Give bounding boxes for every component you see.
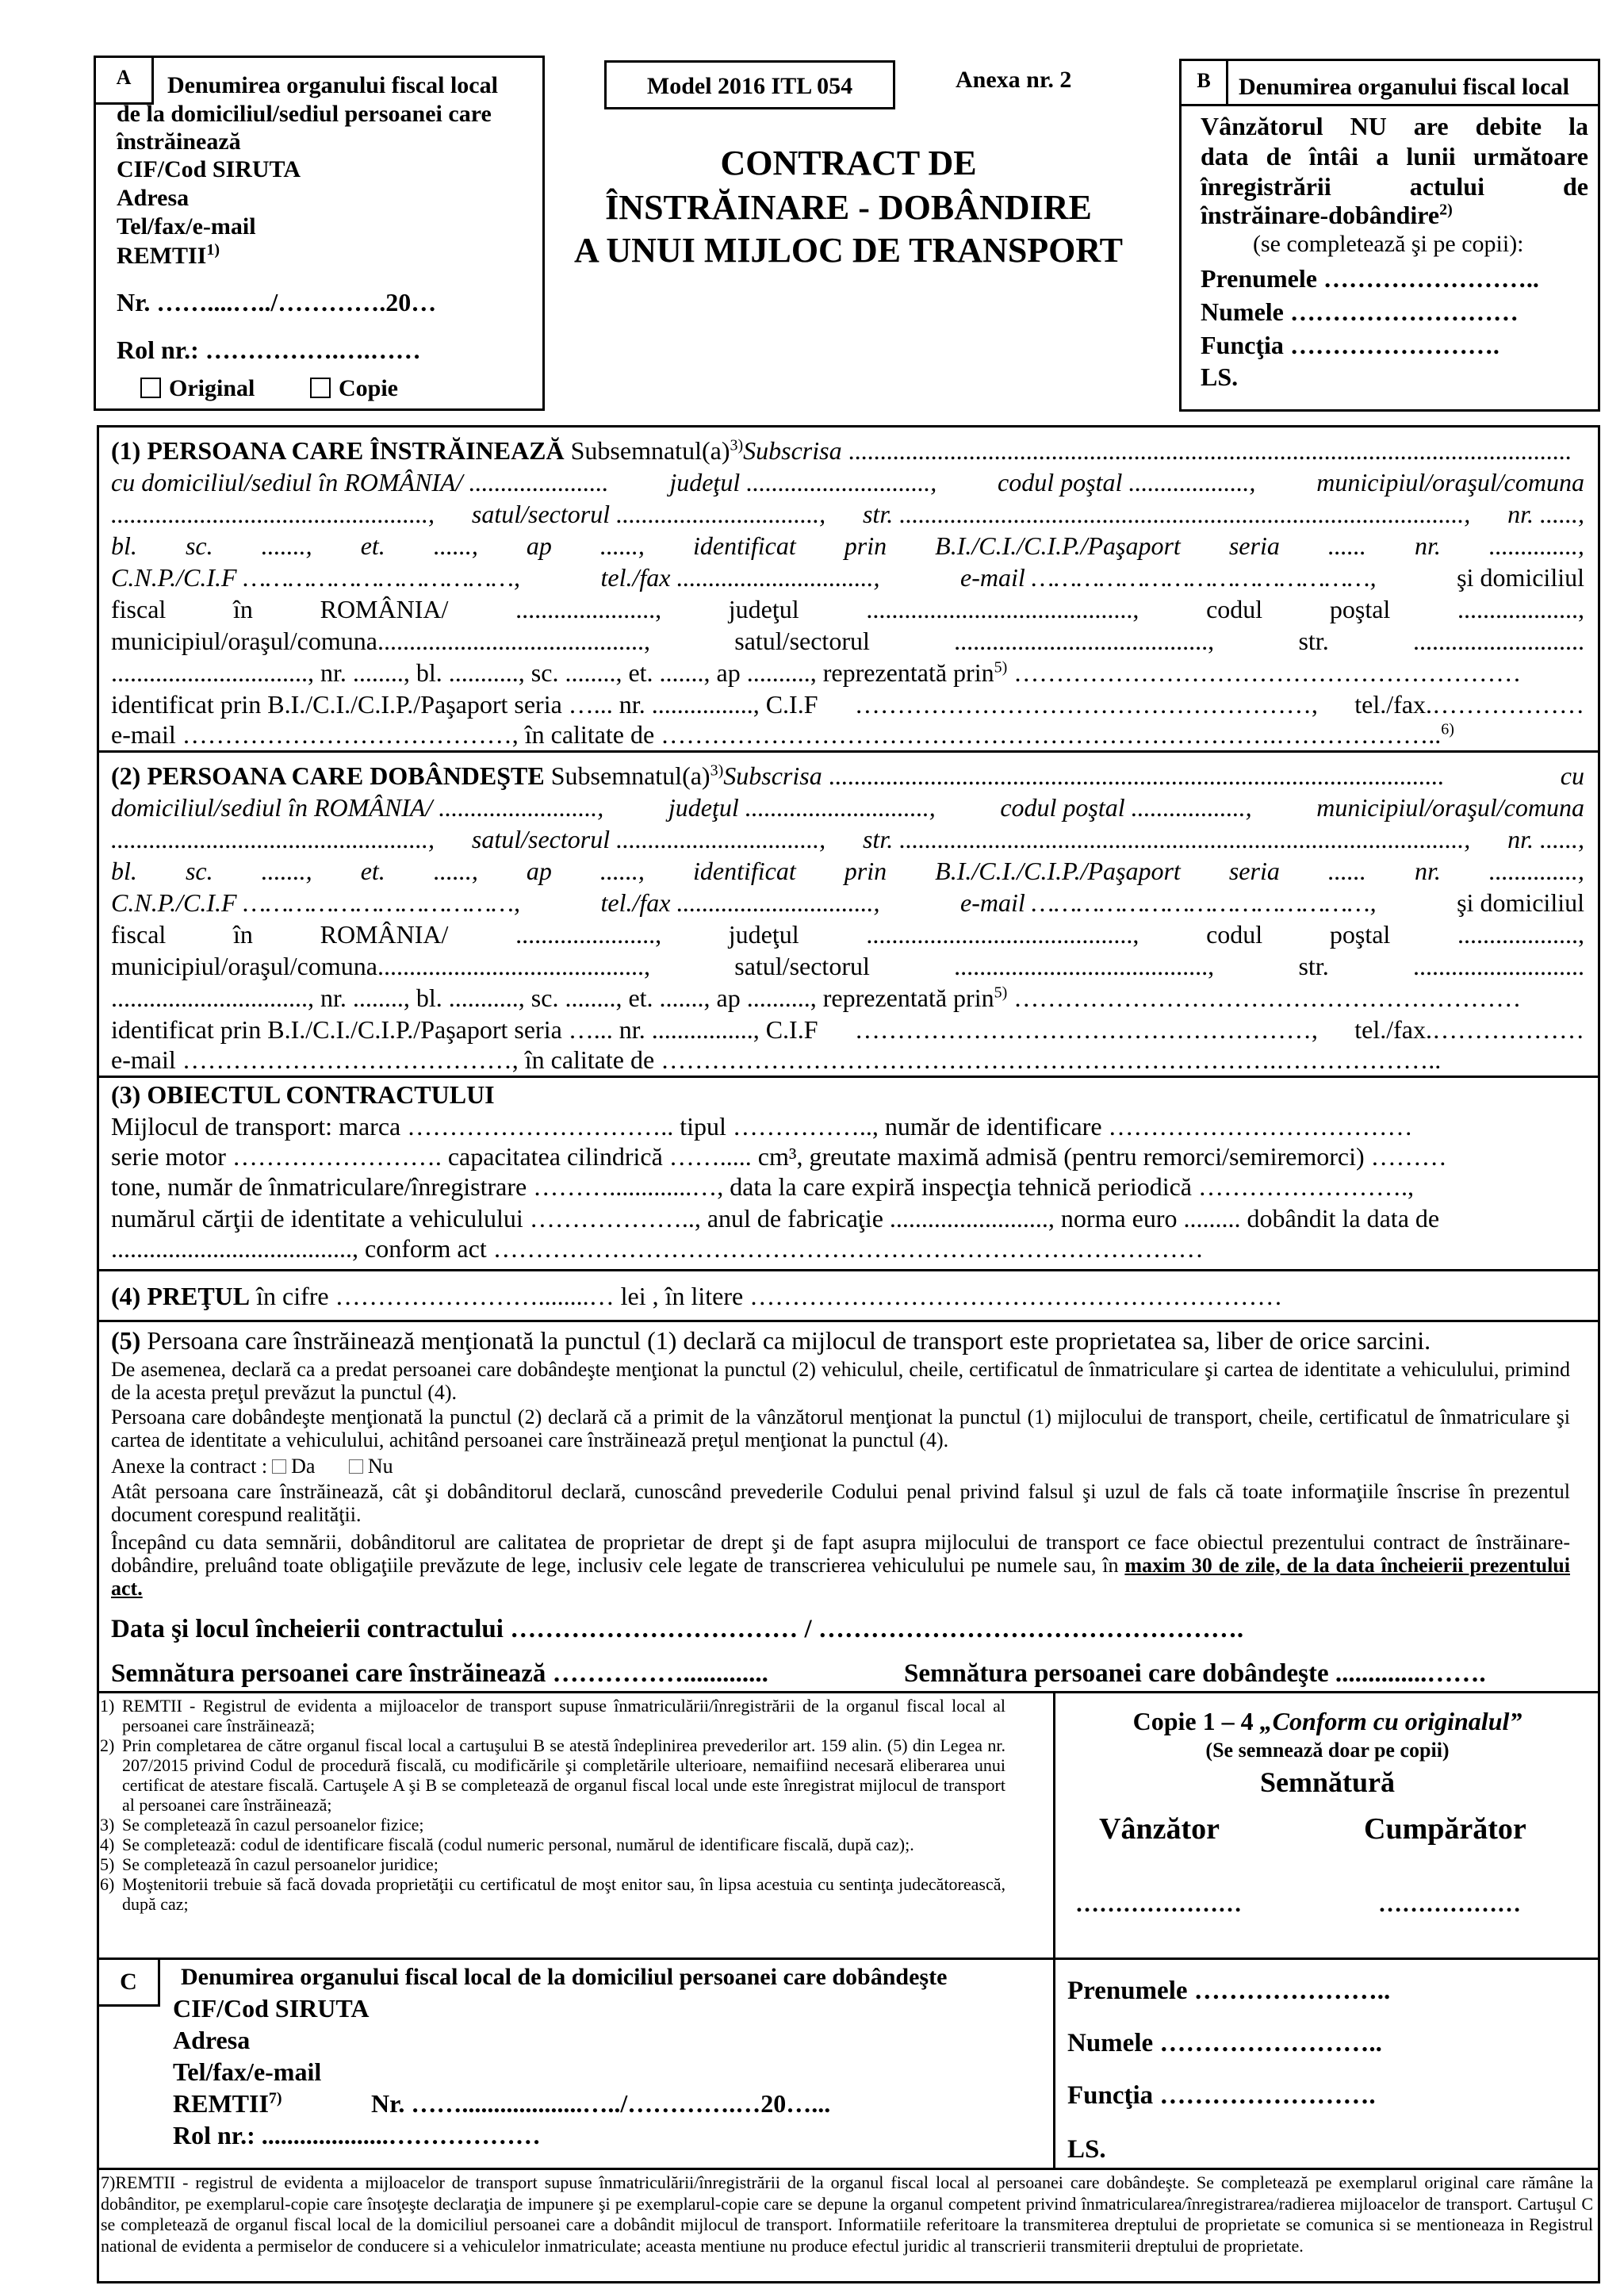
s2-line-8: ..............................., nr. ........, bl. ..........., sc. ........, et. ......., ap .........., reprezentată prin$^{5)}$ …………………………………………………… — [111, 984, 1522, 1012]
s5-semnatura-instrainator[interactable]: Semnătura persoanei care înstrăinează ……………............. — [111, 1659, 768, 1688]
anexe-nu-checkbox[interactable] — [349, 1459, 363, 1474]
box-b-note: (se completează şi pe copii): — [1253, 231, 1524, 257]
divider-5-foot — [97, 1691, 1600, 1693]
box-b-ls: LS. — [1201, 362, 1239, 391]
s3-line-3[interactable]: tone, număr de înmatriculare/înregistrare ……….............…, data la care expiră inspecţia tehnică periodică ……………………., — [111, 1172, 1414, 1201]
box-a-rol[interactable]: Rol nr.: …………….….…… — [117, 336, 421, 364]
s2-line-4: bl. sc. ......., et. ......, ap ......, identificat prin B.I./C.I./C.I.P./Paşaport seria ...... nr. .............., — [111, 857, 1584, 885]
copie-label: Copie — [339, 375, 398, 401]
anexa-label: Anexa nr. 2 — [956, 67, 1072, 93]
footnote-4: 4) Se completează: codul de identificare fiscală (codul numeric personal, numărul de identificare fiscală, după caz);. — [100, 1835, 914, 1854]
box-a-title-3: înstrăinează — [117, 128, 241, 155]
s1-line-8: ..............................., nr. ........, bl. ..........., sc. ........, et. ......., ap .........., reprezentată prin$^{5)}$ …………………………………………………… — [111, 658, 1522, 687]
box-b — [1179, 59, 1600, 412]
copie-vanzator-signature[interactable]: ………………… — [1075, 1891, 1242, 1917]
box-d-numele[interactable]: Numele …………………….. — [1067, 2029, 1382, 2057]
s1-subsemnatul: Subsemnatul(a) — [570, 436, 730, 465]
s2-line-2: domiciliul/sediul în ROMÂNIA/ ........................., judeţul ............................., codul poştal .................., municipiul/oraşul/comuna — [111, 793, 1584, 822]
box-b-line-4: înstrăinare-dobândire$^{2)}$ — [1201, 201, 1453, 229]
s1-line-10: e-mail …………………………………, în calitate de ……………………………………………………………….………………..$^{6)}$ — [111, 720, 1454, 749]
s5-p1: (5) Persoana care înstrăinează menţionată la punctul (1) declară ca mijlocul de transport este proprietatea sa, liber de orice sarcini. — [111, 1326, 1431, 1355]
divider-copie-d — [1053, 1957, 1600, 1960]
box-d-ls: LS. — [1067, 2135, 1106, 2164]
anexe-da-checkbox[interactable] — [272, 1459, 286, 1474]
box-a-adresa: Adresa — [117, 185, 190, 211]
s4-heading: (4) PREŢUL — [111, 1282, 251, 1310]
footnote-7-box — [97, 2168, 1600, 2283]
copie-semnatura: Semnătură — [1260, 1766, 1395, 1798]
box-c-rol[interactable]: Rol nr.: ....................……………… — [173, 2121, 541, 2149]
original-label: Original — [169, 375, 255, 401]
s1-line-3: .................................................., satul/sectorul ................................, str. ........................................................................................., nr. ......, — [111, 500, 1584, 528]
title-line-2: ÎNSTRĂINARE - DOBÂNDIRE — [605, 188, 1092, 227]
model-box — [604, 60, 895, 109]
box-d-functia[interactable]: Funcţia ……………………. — [1067, 2081, 1376, 2110]
s2-line-10: e-mail …………………………………, în calitate de ……………………………………………………………….……………….. — [111, 1045, 1442, 1074]
box-a-remtii — [117, 241, 220, 270]
copie-title: Copie 1 – 4 „Conform cu originalul” — [1132, 1707, 1522, 1735]
original-checkbox-icon[interactable] — [140, 378, 161, 398]
s3-heading: (3) OBIECTUL CONTRACTULUI — [111, 1080, 495, 1109]
s5-p2: De asemenea, declară ca a predat persoanei care dobândeşte menţionat la punctul (2) vehiculul, cheile, certificatul de înmatriculare şi cartea de identitate a vehiculului, primind de la acesta preţul prevăzut la punctul (4). — [111, 1358, 1570, 1404]
s1-subscrisa-field[interactable]: .................................................................................................................. — [848, 436, 1572, 465]
box-a-original-checkbox[interactable] — [140, 375, 255, 402]
s1-subscrisa: Subscrisa — [743, 436, 842, 465]
box-c-tel: Tel/fax/e-mail — [173, 2057, 322, 2086]
s5-p5: Începând cu data semnării, dobânditorul are calitatea de proprietar de drept şi de fapt asupra mijlocului de transport ce face obiectul prezentului contract de înstrăinare-dobândire, preluând toate obligaţiile prevăzute de lege, inclusiv cele legate de transcrierea vehiculului pe numele sau, în maxim 30 de zile, de la data încheierii prezentului act. — [111, 1531, 1570, 1600]
title-line-3: A UNUI MIJLOC DE TRANSPORT — [574, 231, 1123, 270]
divider-2-3 — [97, 1076, 1600, 1078]
box-c-cif: CIF/Cod SIRUTA — [173, 1994, 370, 2023]
footnotes — [100, 1696, 1005, 1914]
copie-sub: (Se semnează doar pe copii) — [1205, 1739, 1450, 1762]
box-b-line-3: înregistrării actului de — [1201, 172, 1588, 201]
copie-cumparator: Cumpărător — [1364, 1812, 1526, 1846]
s2-line-9: identificat prin B.I./C.I./C.I.P./Paşaport seria …... nr. ................, C.I.F ………………………………………………, tel./fax.……………… — [111, 1015, 1584, 1044]
s3-line-4[interactable]: numărul cărţii de identitate a vehiculului ……………….., anul de fabricaţie ........................., norma euro ......... dobândit la data de — [111, 1204, 1440, 1233]
footnote-6: 6) Moştenitorii trebuie să facă dovada proprietăţii cu certificatul de moşt enitor sau, în lipsa acestuia cu sentinţa judecătorească, după caz; — [100, 1874, 1005, 1914]
s2-line-1: (2) PERSOANA CARE DOBÂNDEŞTE $Subsemnatul(a)^{3)}Subscrisa$ ................................................................................................. cu — [111, 761, 1584, 790]
box-a-tel: Tel/fax/e-mail — [117, 213, 256, 240]
box-c-nr[interactable]: Nr. ……...................…../………….…20…... — [371, 2089, 831, 2118]
model-label: Model 2016 ITL 054 — [646, 73, 853, 99]
s2-heading: (2) PERSOANA CARE DOBÂNDEŞTE — [111, 761, 545, 790]
divider-right-col — [1053, 1691, 1055, 2170]
box-a-remtii-label: REMTII — [117, 243, 207, 269]
footnote-7: 7)REMTII - registrul de evidenta a mijloacelor de transport supuse înmatriculării/înregistrării de la organul fiscal local al persoanei care dobândeşte. Se completează pe exemplarul original care rămâne la dobânditor, pe exemplarul-copie care însoţeşte declaraţia de impunere şi pe exemplarul-copie care se depune la organul competent privind înmatricularea/înregistrarea/radierea mijloacelor de transport. Cartuşul C se completează de organul fiscal local de la domiciliul persoanei care a dobândit mijlocul de transport. Informatiile referitoare la transmiterea dreptului de proprietate se comunica si se mentioneaza in Registrul national de evidenta a permiselor de conducere si a vehiculelor inmatriculate; aceasta mentiune nu produce efectul juridic al transcrierii transmiterii dreptului de proprietate. — [101, 2172, 1593, 2256]
box-c-adresa: Adresa — [173, 2026, 251, 2054]
s1-line-9: identificat prin B.I./C.I./C.I.P./Paşaport seria …... nr. ................, C.I.F ………………………………………………, tel./fax.……………… — [111, 690, 1584, 719]
s5-p3: Persoana care dobândeşte menţionată la punctul (2) declară că a primit de la vânzătorul menţionat la punctul (1) mijlocului de transport, cheile, certificatul de înmatriculare şi cartea de identitate a vehiculului, achitând persoanei care înstrăinează preţul menţionat la punctul (4). — [111, 1405, 1570, 1451]
divider-1-2 — [97, 750, 1600, 753]
s1-heading: (1) PERSOANA CARE ÎNSTRĂINEAZĂ — [111, 436, 565, 465]
s1-line-2: cu domiciliul/sediul în ROMÂNIA/ ...................... judeţul ............................., codul poştal ..................., municipiul/oraşul/comuna — [111, 468, 1584, 497]
s2-subscrisa-field[interactable]: ................................................................................................. — [828, 761, 1444, 790]
box-b-title: Denumirea organului fiscal local — [1239, 74, 1569, 100]
footnote-3: 3) Se completează în cazul persoanelor fizice; — [100, 1815, 424, 1835]
section-4 — [111, 1282, 1282, 1311]
footnote-1: 1) REMTII - Registrul de evidenta a mijloacelor de transport supuse înmatriculării/înregistrării de la organul fiscal local al persoanei care înstrăinează; — [100, 1696, 1005, 1735]
s3-line-5[interactable]: ......................................, conform act ………………………………………………………………………… — [111, 1234, 1204, 1263]
box-a-cif: CIF/Cod SIRUTA — [117, 156, 301, 182]
box-b-line-1: Vânzătorul NU are debite la — [1201, 112, 1588, 140]
s1-line-4: bl. sc. ......., et. ......, ap ......, identificat prin B.I./C.I./C.I.P./Paşaport seria ...... nr. .............., — [111, 531, 1584, 560]
box-a-nr[interactable]: Nr. ……....…../………….20… — [117, 288, 437, 316]
box-b-line-2: data de întâi a lunii următoare — [1201, 142, 1588, 171]
box-a-letter: A — [94, 56, 154, 105]
box-b-prenumele[interactable]: Prenumele …………………….. — [1201, 264, 1539, 293]
copie-vanzator: Vânzător — [1099, 1812, 1220, 1846]
s1-line-5: C.N.P./C.I.F ………………………………, tel./fax ..............................., e-mail ………………………………………, şi domiciliul — [111, 563, 1584, 592]
box-a-title-2: de la domiciliul/sediul persoanei care — [117, 101, 492, 127]
box-b-letter: B — [1179, 59, 1228, 106]
copie-checkbox-icon[interactable] — [310, 378, 331, 398]
title-line-1: CONTRACT DE — [720, 144, 977, 182]
box-b-title-divider — [1179, 104, 1600, 106]
box-b-numele[interactable]: Numele ……………………… — [1201, 297, 1519, 326]
divider-4-5 — [97, 1320, 1600, 1322]
copie-cumparator-signature[interactable]: ……………… — [1378, 1891, 1521, 1917]
s2-line-6: fiscal în ROMÂNIA/ ......................, judeţul .........................................., codul poştal ..................., — [111, 920, 1584, 949]
box-a-copie-checkbox[interactable] — [310, 375, 398, 402]
s2-line-5: C.N.P./C.I.F ………………………………, tel./fax ..............................., e-mail ………………………………………, şi domiciliul — [111, 888, 1584, 917]
box-c-title: Denumirea organului fiscal local de la domiciliul persoanei care dobândeşte — [181, 1964, 948, 1990]
s5-semnatura-dobanditor[interactable]: Semnătura persoanei care dobândeşte ..............……. — [904, 1659, 1486, 1688]
s2-line-3: .................................................., satul/sectorul ................................, str. ........................................................................................., nr. ......, — [111, 825, 1584, 853]
box-a — [94, 56, 545, 411]
s1-line-6: fiscal în ROMÂNIA/ ......................, judeţul .........................................., codul poştal ..................., — [111, 595, 1584, 623]
s2-line-7: municipiul/oraşul/comuna.........................................., satul/sectorul ........................................, str. ........................... — [111, 952, 1584, 980]
divider-foot-c — [97, 1957, 1055, 1960]
box-a-remtii-sup: 1) — [206, 241, 220, 259]
s3-line-2[interactable]: serie motor ……………………. capacitatea cilindrică ……..... cm³, greutate maximă admisă (pentru remorci/semiremorci) ……… — [111, 1142, 1447, 1171]
s5-anexe: Anexe la contract : Da Nu — [111, 1455, 393, 1478]
s1-line-1: (1) PERSOANA CARE ÎNSTRĂINEAZĂ $Subsemnatul(a)^{3)}Subscrisa$ .................................................................................................................. — [111, 436, 1572, 465]
box-a-title-1: Denumirea organului fiscal local — [167, 72, 498, 98]
s5-p4: Atât persoana care înstrăinează, cât şi dobânditorul declară, cunoscând prevederile Codului penal privind falsul şi uzul de fals că toate informaţiile înscrise în prezentul document corespund realităţii. — [111, 1480, 1570, 1526]
footnote-2: 2) Prin completarea de către organul fiscal local a cartuşului B se atestă îndeplinirea prevederilor art. 159 alin. (5) din Legea nr. 207/2015 privind Codul de procedură fiscală, cu modificările şi completările ulterioare, nemaifiind necesară eliberarea unui certificat de atestare fiscală. Cartuşele A şi B se completează de organul fiscal local unde este înregistrat mijlocul de transport al persoanei care înstrăinează; — [100, 1735, 1005, 1815]
s3-line-1[interactable]: Mijlocul de transport: marca ………………………….. tipul …………….., număr de identificare ……………………………… — [111, 1112, 1413, 1141]
s1-line-7: municipiul/oraşul/comuna.........................................., satul/sectorul ........................................, str. ........................... — [111, 627, 1584, 655]
s5-data-locul[interactable]: Data şi locul încheierii contractului …………………………… / …………………………………………. — [111, 1615, 1244, 1643]
box-c-remtii: REMTII$^{7)}$ — [173, 2089, 282, 2118]
s4-price-field[interactable]: în cifre ……………………........… lei , în litere ……………………………………………………… — [256, 1282, 1283, 1310]
divider-3-4 — [97, 1269, 1600, 1271]
box-c-letter: C — [97, 1957, 160, 2007]
box-d-prenumele[interactable]: Prenumele ………………….. — [1067, 1977, 1391, 2005]
footnote-5: 5) Se completează în cazul persoanelor juridice; — [100, 1854, 439, 1874]
box-b-functia[interactable]: Funcţia ……………………. — [1201, 331, 1500, 359]
